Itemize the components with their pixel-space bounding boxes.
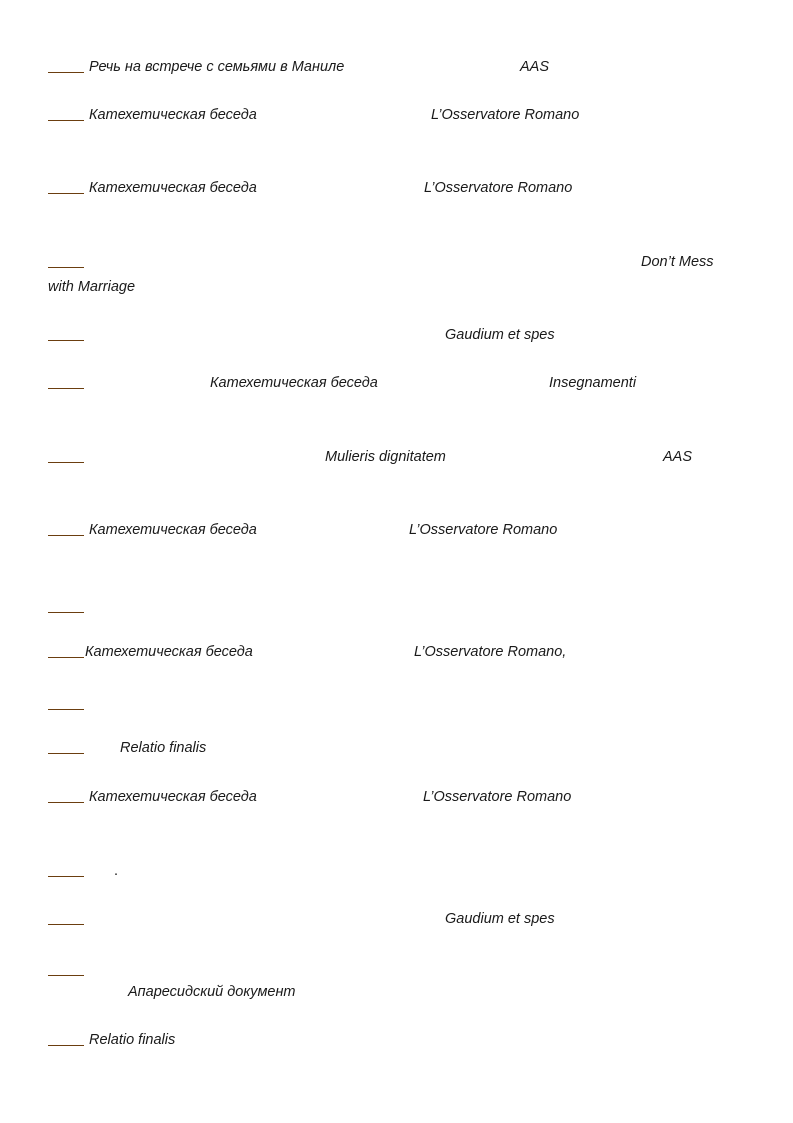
blank-underline [48, 72, 84, 73]
footnote-line [48, 374, 748, 394]
work-title: Катехетическая беседа [89, 522, 257, 538]
footnote-line [48, 179, 748, 199]
blank-underline [48, 1045, 84, 1046]
footnote-line [48, 58, 748, 78]
blank-underline [48, 802, 84, 803]
blank-underline [48, 924, 84, 925]
source-name-part1: Don’t Mess [641, 254, 714, 270]
period-mark: . [114, 863, 119, 879]
footnote-line [48, 106, 748, 126]
footnote-continuation [48, 983, 748, 1003]
footnote-line [48, 862, 748, 882]
work-title: Катехетическая беседа [89, 107, 257, 123]
footnote-line [48, 1031, 748, 1051]
footnote-continuation [48, 278, 748, 298]
blank-underline [48, 462, 84, 463]
source-name-part2: with Marriage [48, 279, 136, 295]
footnote-line [48, 961, 748, 981]
footnote-line [48, 695, 748, 715]
blank-underline [48, 340, 84, 341]
blank-underline [48, 975, 84, 976]
source-name: L’Osservatore Romano [424, 180, 573, 196]
source-name: L’Osservatore Romano [423, 789, 572, 805]
blank-underline [48, 612, 84, 613]
work-title: Катехетическая беседа [89, 180, 257, 196]
footnote-line [48, 253, 748, 273]
work-title: Катехетическая беседа [85, 644, 253, 660]
source-name: L’Osservatore Romano, [414, 644, 567, 660]
source-name: Gaudium et spes [445, 911, 555, 927]
work-title: Mulieris dignitatem [325, 449, 446, 465]
footnote-line [48, 643, 748, 663]
footnote-line [48, 739, 748, 759]
source-name: Insegnamenti [549, 375, 637, 391]
blank-underline [48, 267, 84, 268]
footnote-line [48, 326, 748, 346]
work-title: Апаресидский документ [128, 984, 296, 1000]
source-name: AAS [520, 59, 550, 75]
blank-underline [48, 753, 84, 754]
footnote-line [48, 448, 748, 468]
work-title: Катехетическая беседа [210, 375, 378, 391]
blank-underline [48, 193, 84, 194]
blank-underline [48, 535, 84, 536]
blank-underline [48, 120, 84, 121]
work-title: Речь на встрече с семьями в Маниле [89, 59, 345, 75]
footnote-line [48, 521, 748, 541]
source-name: Gaudium et spes [445, 327, 555, 343]
blank-underline [48, 657, 84, 658]
blank-underline [48, 709, 84, 710]
work-title: Relatio finalis [120, 740, 207, 756]
source-name: L’Osservatore Romano [409, 522, 558, 538]
work-title: Relatio finalis [89, 1032, 176, 1048]
blank-underline [48, 876, 84, 877]
blank-underline [48, 388, 84, 389]
footnote-line [48, 910, 748, 930]
source-name: AAS [663, 449, 693, 465]
source-name: L’Osservatore Romano [431, 107, 580, 123]
footnote-line [48, 788, 748, 808]
footnote-line [48, 598, 748, 618]
work-title: Катехетическая беседа [89, 789, 257, 805]
